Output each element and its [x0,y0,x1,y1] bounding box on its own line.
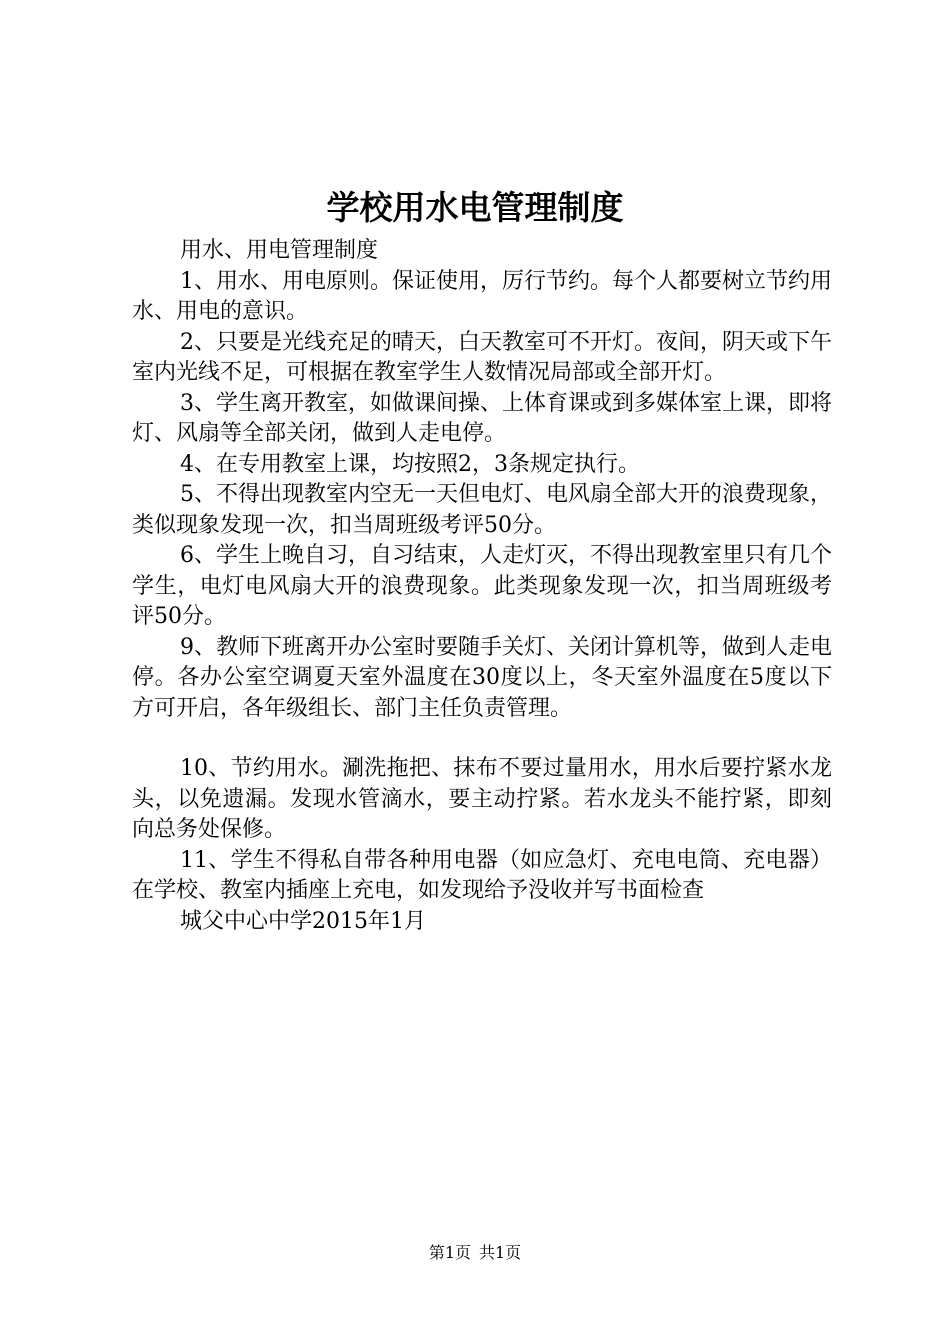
paragraph-rule-1: 1、用水、用电原则。保证使用，厉行节约。每个人都要树立节约用水、用电的意识。 [132,268,832,324]
paragraph-rule-9: 9、教师下班离开办公室时要随手关灯、关闭计算机等，做到人走电停。各办公室空调夏天室外温度在30度以上，冬天室外温度在5度以下方可开启，各年级组长、部门主任负责管理。 [132,634,832,721]
document-title: 学校用水电管理制度 [326,188,624,227]
document-body [132,236,832,937]
paragraph-rule-11: 11、学生不得私自带各种用电器（如应急灯、充电电筒、充电器）在学校、教室内插座上充电，如发现给予没收并写书面检查 [132,847,832,903]
paragraph-rule-2: 2、只要是光线充足的晴天，白天教室可不开灯。夜间，阴天或下午室内光线不足，可根据在教室学生人数情况局部或全部开灯。 [132,329,832,385]
paragraph-rule-6: 6、学生上晚自习，自习结束，人走灯灭，不得出现教室里只有几个学生，电灯电风扇大开的浪费现象。此类现象发现一次，扣当周班级考评50分。 [132,543,832,629]
page-footer [0,1243,950,1263]
paragraph-rule-10: 10、节约用水。涮洗拖把、抹布不要过量用水，用水后要拧紧水龙头，以免遗漏。发现水管滴水，要主动拧紧。若水龙头不能拧紧，即刻向总务处保修。 [132,756,832,842]
page-total: 共1页 [479,1243,522,1262]
paragraph-rule-3: 3、学生离开教室，如做课间操、上体育课或到多媒体室上课，即将灯、风扇等全部关闭，做到人走电停。 [132,390,832,446]
paragraph-rule-4: 4、在专用教室上课，均按照2，3条规定执行。 [180,451,640,477]
signature-line: 城父中心中学2015年1月 [180,908,426,934]
paragraph-rule-5: 5、不得出现教室内空无一天但电灯、电风扇全部大开的浪费现象，类似现象发现一次，扣当周班级考评50分。 [132,482,832,538]
paragraph-subtitle: 用水、用电管理制度 [180,238,379,263]
page-number: 第1页 [428,1243,471,1262]
